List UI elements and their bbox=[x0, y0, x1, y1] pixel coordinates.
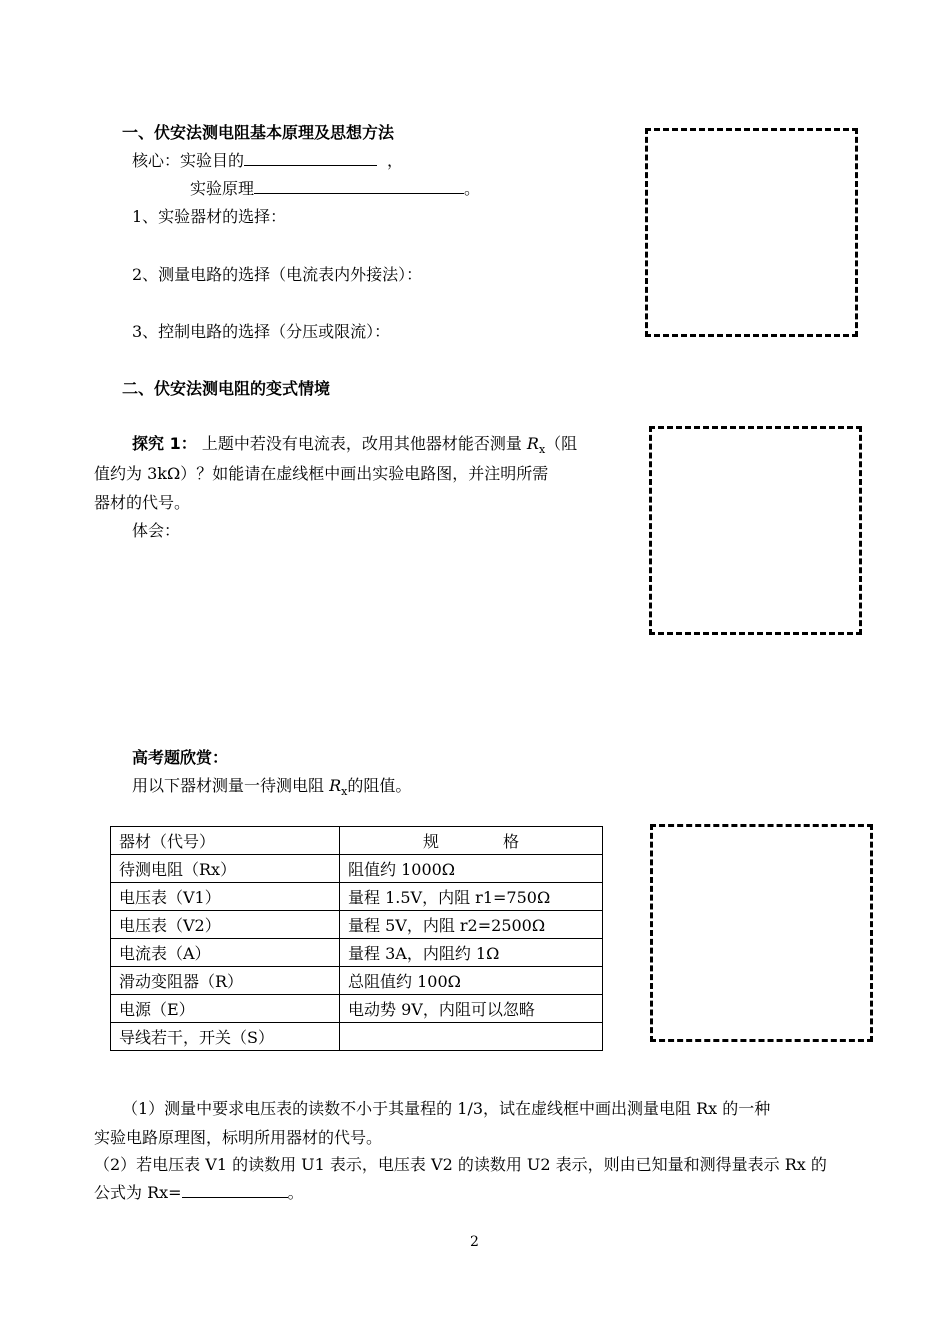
page-number: 2 bbox=[470, 1234, 479, 1250]
drawing-box-3[interactable] bbox=[650, 824, 873, 1042]
table-row bbox=[111, 911, 603, 939]
cell-spec: 总阻值约 100Ω bbox=[340, 967, 603, 995]
principle-label: 实验原理 bbox=[190, 179, 255, 198]
feel-label: 体会： bbox=[132, 521, 181, 540]
cell-equipment: 导线若干，开关（S） bbox=[111, 1023, 340, 1051]
item-measure-circuit: 2、测量电路的选择（电流表内外接法）： bbox=[132, 265, 423, 284]
section1-title: 一、伏安法测电阻基本原理及思想方法 bbox=[122, 123, 395, 142]
table-row bbox=[111, 883, 603, 911]
table-row bbox=[111, 967, 603, 995]
question1-line2: 实验电路原理图，标明所用器材的代号。 bbox=[94, 1128, 383, 1147]
principle-tail: 。 bbox=[464, 179, 481, 198]
header-equipment: 器材（代号） bbox=[111, 827, 340, 855]
cell-equipment: 待测电阻（Rx） bbox=[111, 855, 340, 883]
formula-blank[interactable] bbox=[182, 1181, 288, 1198]
item-control-circuit: 3、控制电路的选择（分压或限流）： bbox=[132, 322, 391, 341]
gaokao-intro-text: 用以下器材测量一待测电阻 bbox=[132, 776, 330, 795]
core-tail: ， bbox=[387, 151, 404, 170]
cell-spec: 阻值约 1000Ω bbox=[340, 855, 603, 883]
question2-line2 bbox=[94, 1180, 304, 1203]
cell-equipment: 电压表（V2） bbox=[111, 911, 340, 939]
drawing-box-2[interactable] bbox=[649, 426, 862, 635]
table-row bbox=[111, 855, 603, 883]
explore-line-3: 器材的代号。 bbox=[94, 493, 191, 512]
principle-line bbox=[190, 176, 480, 199]
explore-text-1: 上题中若没有电流表，改用其他器材能否测量 bbox=[201, 434, 527, 453]
explore-text-1b: （阻 bbox=[545, 434, 578, 453]
explore-label: 探究 1： bbox=[132, 434, 197, 453]
rx-symbol: R bbox=[526, 434, 539, 453]
explore-line-2: 值约为 3kΩ）？如能请在虚线框中画出实验电路图，并注明所需 bbox=[94, 464, 549, 483]
cell-spec: 电动势 9V，内阻可以忽略 bbox=[340, 995, 603, 1023]
cell-spec: 量程 1.5V，内阻 r1=750Ω bbox=[340, 883, 603, 911]
rx-subscript: x bbox=[538, 443, 546, 457]
equipment-table bbox=[110, 826, 603, 1051]
gaokao-intro-tail: 的阻值。 bbox=[347, 776, 412, 795]
cell-equipment: 电流表（A） bbox=[111, 939, 340, 967]
question2-line1: （2）若电压表 V1 的读数用 U1 表示，电压表 V2 的读数用 U2 表示，则由已知量和测得量表示 Rx 的 bbox=[94, 1155, 827, 1174]
principle-blank[interactable] bbox=[254, 177, 464, 194]
cell-equipment: 电源（E） bbox=[111, 995, 340, 1023]
cell-equipment: 滑动变阻器（R） bbox=[111, 967, 340, 995]
cell-spec: 量程 5V，内阻 r2=2500Ω bbox=[340, 911, 603, 939]
cell-spec bbox=[340, 1023, 603, 1051]
item-equipment: 1、实验器材的选择： bbox=[132, 207, 287, 226]
rx-symbol: R bbox=[329, 776, 342, 795]
explore-line-1 bbox=[132, 431, 577, 456]
cell-equipment: 电压表（V1） bbox=[111, 883, 340, 911]
drawing-box-1[interactable] bbox=[645, 128, 858, 337]
section2-title: 二、伏安法测电阻的变式情境 bbox=[122, 379, 331, 398]
core-label: 核心：实验目的 bbox=[132, 151, 245, 170]
question1-line1: （1）测量中要求电压表的读数不小于其量程的 1/3，试在虚线框中画出测量电阻 Rx 的一种 bbox=[122, 1099, 771, 1118]
gaokao-title: 高考题欣赏： bbox=[132, 748, 229, 767]
cell-spec: 量程 3A，内阻约 1Ω bbox=[340, 939, 603, 967]
table-row bbox=[111, 995, 603, 1023]
formula-tail: 。 bbox=[287, 1183, 304, 1202]
table-row bbox=[111, 939, 603, 967]
formula-label: 公式为 Rx= bbox=[94, 1183, 182, 1202]
table-header-row bbox=[111, 827, 603, 855]
table-row bbox=[111, 1023, 603, 1051]
core-blank[interactable] bbox=[244, 149, 377, 166]
gaokao-intro bbox=[132, 773, 411, 798]
rx-subscript: x bbox=[341, 785, 348, 799]
header-spec: 规 格 bbox=[340, 827, 603, 855]
core-line bbox=[132, 148, 403, 171]
